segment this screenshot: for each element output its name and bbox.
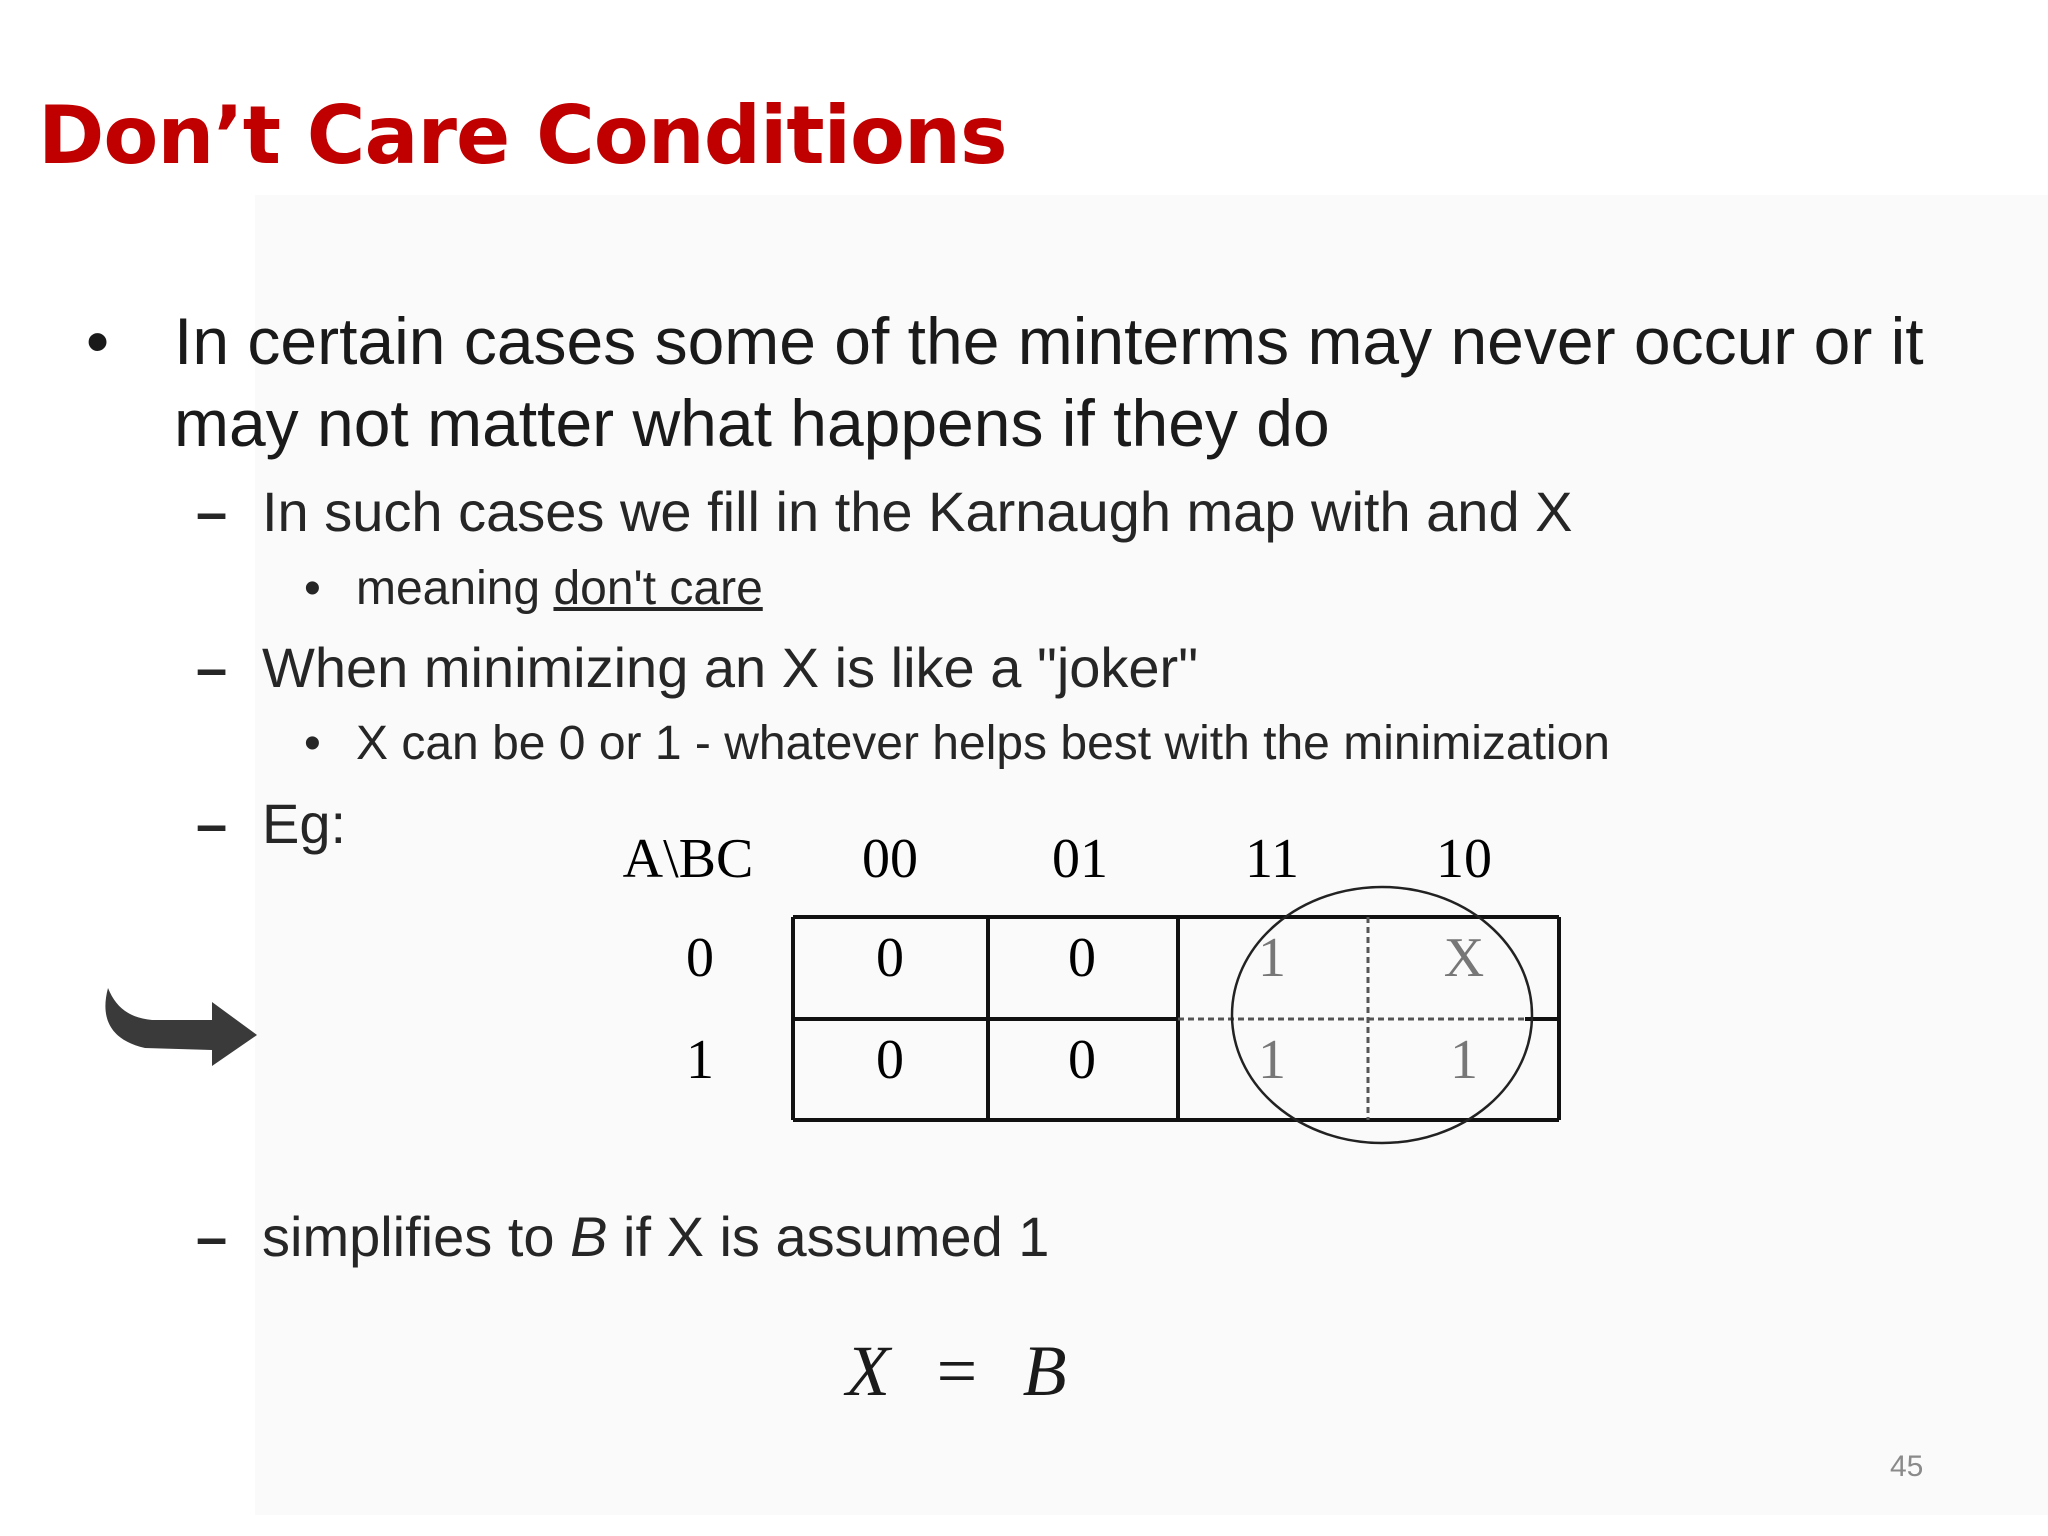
kmap-corner-label: A\BC <box>622 828 754 890</box>
dash-marker: – <box>196 480 228 543</box>
kmap-cell: 1 <box>1258 1029 1286 1091</box>
bullet-text: In certain cases some of the minterms may never occur or it may not matter what happens if they do <box>174 304 1924 460</box>
sub-bullet-text <box>262 1203 1049 1271</box>
dont-care-underlined: don't care <box>553 562 763 615</box>
kmap-cell: X <box>1443 927 1485 989</box>
kmap-cell: 0 <box>876 927 904 989</box>
result-equation: X = B <box>846 1331 1067 1411</box>
dot-marker: • <box>304 562 321 615</box>
kmap-col-header: 11 <box>1245 828 1299 890</box>
kmap-col-header: 01 <box>1052 828 1108 890</box>
kmap-row-header: 0 <box>686 927 714 989</box>
simplifies-suffix: if X is assumed 1 <box>607 1205 1050 1268</box>
grouping-circle <box>1232 887 1532 1143</box>
sub-bullet-text: Eg: <box>262 792 347 855</box>
sub-bullet-text: When minimizing an X is like a "joker" <box>262 636 1199 699</box>
dash-marker: – <box>196 636 228 699</box>
curved-right-arrow-icon <box>100 988 260 1098</box>
kmap-col-header: 00 <box>862 828 918 890</box>
kmap-col-header: 10 <box>1436 828 1492 890</box>
kmap-row-header: 1 <box>686 1029 714 1091</box>
bullet-marker: • <box>86 304 110 378</box>
sub-bullet-text: In such cases we fill in the Karnaugh map with and X <box>262 480 1573 543</box>
simplifies-variable: B <box>570 1205 608 1268</box>
kmap-cell: 1 <box>1258 927 1286 989</box>
page-number: 45 <box>1890 1450 1924 1483</box>
simplifies-prefix: simplifies to <box>262 1205 571 1268</box>
slide-title: Don’t Care Conditions <box>38 89 1007 182</box>
meaning-prefix: meaning <box>356 562 554 615</box>
dot-marker: • <box>304 717 321 770</box>
kmap-cell: 1 <box>1450 1029 1478 1091</box>
kmap-cell: 0 <box>1068 927 1096 989</box>
dash-marker: – <box>196 1205 228 1268</box>
dash-marker: – <box>196 792 228 855</box>
kmap-cell: 0 <box>1068 1029 1096 1091</box>
sub-sub-bullet-text: X can be 0 or 1 - whatever helps best with the minimization <box>356 717 1610 770</box>
kmap-cell: 0 <box>876 1029 904 1091</box>
